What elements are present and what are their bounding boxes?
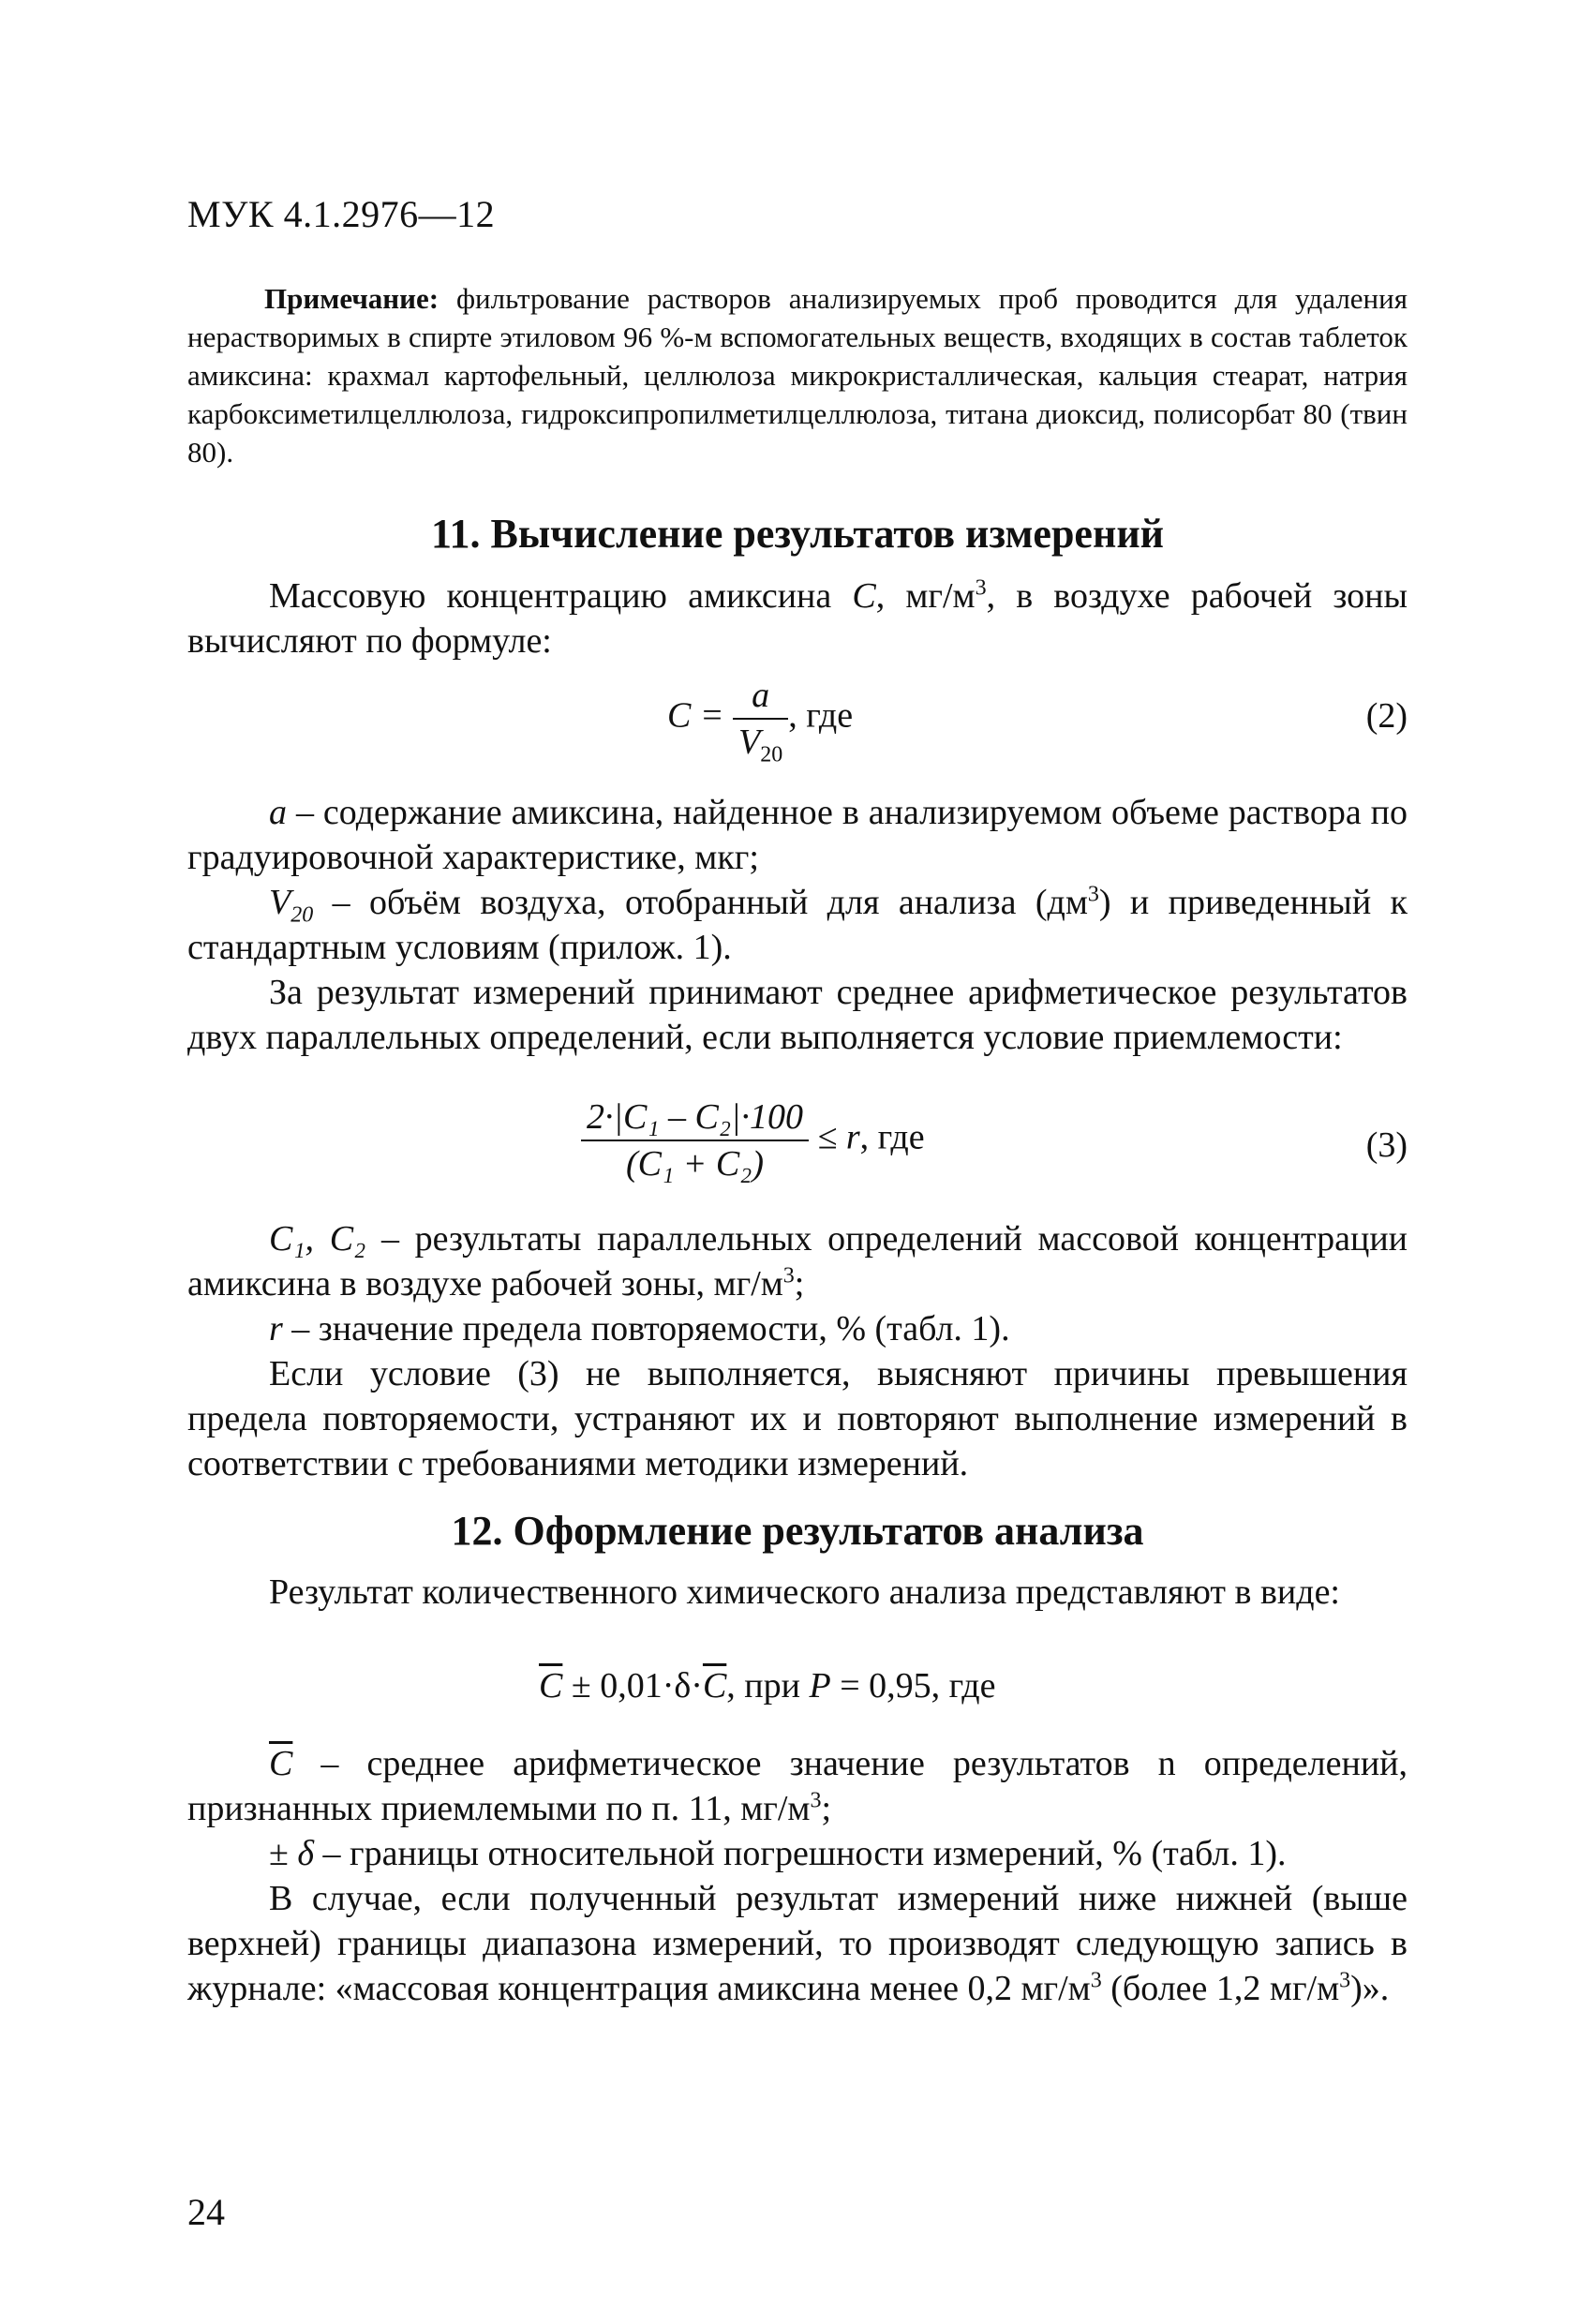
section-12-title: 12. Оформление результатов анализа bbox=[451, 1508, 1144, 1554]
document-code: МУК 4.1.2976—12 bbox=[187, 193, 496, 235]
result-formula: $\overline{C} \pm 0,01\cdot\delta\cdot\overline{C}$, при P = 0,95, где bbox=[539, 1666, 996, 1706]
out-of-range-paragraph: В случае, если полученный результат измерений ниже нижней (выше верхней) границы диапазона измерений, то производят следующую запись в журнале: «массовая концентрация амиксина менее 0,2 $мг/м^3$ (более 1,2 $мг/м^3$)». bbox=[187, 1879, 1408, 2008]
section-12-intro: Результат количественного химического анализа представляют в виде: bbox=[269, 1572, 1340, 1612]
result-acceptance-paragraph: За результат измерений принимают среднее арифметическое результатов двух параллельных определений, если выполняется условие приемлемости: bbox=[187, 973, 1408, 1057]
formula-3-numerator: 2·|C₁ – C₂|·100 bbox=[587, 1097, 804, 1137]
section-11-title: 11. Вычисление результатов измерений bbox=[430, 511, 1165, 557]
section-11-intro: Массовую концентрацию амиксина С, $мг/м^3$, в воздухе рабочей зоны вычисляют по формуле: bbox=[187, 575, 1408, 661]
definition-v20: $V_{20}$ – объём воздуха, отобранный для анализа $(дм^3)$ и приведенный к стандартным условиям (прилож. 1). bbox=[187, 882, 1408, 967]
definition-delta: ± δ – границы относительной погрешности измерений, % (табл. 1). bbox=[269, 1834, 1287, 1873]
condition-fail-paragraph: Если условие (3) не выполняется, выясняют причины превышения предела повторяемости, устраняют их и повторяют выполнение измерений в соответствии с требованиями методики измерений. bbox=[187, 1354, 1408, 1483]
formula-2-fraction bbox=[733, 673, 788, 765]
page-number: 24 bbox=[187, 2191, 225, 2233]
formula-2-denominator: $V_{20}$ bbox=[733, 718, 788, 765]
formula-3-denominator: (C₁ + C₂) bbox=[581, 1140, 809, 1186]
formula-3-suffix: , где bbox=[859, 1117, 925, 1157]
formula-3 bbox=[581, 1095, 925, 1186]
equation-number-2: (2) bbox=[1365, 696, 1408, 736]
note-text: фильтрование растворов анализируемых проб проводится для удаления нерастворимых в спирте этиловом 96 %-м вспомогательных веществ, входящих в состав таблеток амиксина: крахмал картофельный, целлюлоза микрокристаллическая, кальция стеарат, натрия карбоксиметилцеллюлоза, гидроксипропилметилцеллюлоза, титана диоксид, полисорбат 80 (твин 80). bbox=[187, 282, 1408, 469]
formula-3-fraction bbox=[581, 1095, 809, 1186]
formula-3-rhs: ≤ r bbox=[817, 1117, 860, 1157]
definition-c-mean: $\overline{C}$ – среднее арифметическое значение результатов n определений, признанных приемлемыми по п. 11, $мг/м^3$; bbox=[187, 1744, 1408, 1828]
definition-c1-c2: C₁, C₂ – результаты параллельных определений массовой концентрации амиксина в воздухе рабочей зоны, $мг/м^3$; bbox=[187, 1219, 1408, 1304]
formula-2-numerator: a bbox=[752, 676, 770, 715]
definition-r: r – значение предела повторяемости, % (табл. 1). bbox=[269, 1309, 1010, 1348]
formula-2-suffix: , где bbox=[788, 695, 854, 736]
formula-2-lhs: С = bbox=[667, 695, 724, 736]
note-paragraph bbox=[187, 279, 1408, 471]
formula-2 bbox=[667, 673, 853, 765]
equation-number-3: (3) bbox=[1365, 1125, 1408, 1165]
note-label: Примечание: bbox=[264, 282, 439, 315]
definition-a: a – содержание амиксина, найденное в анализируемом объеме раствора по градуировочной характеристике, мкг; bbox=[187, 793, 1408, 877]
